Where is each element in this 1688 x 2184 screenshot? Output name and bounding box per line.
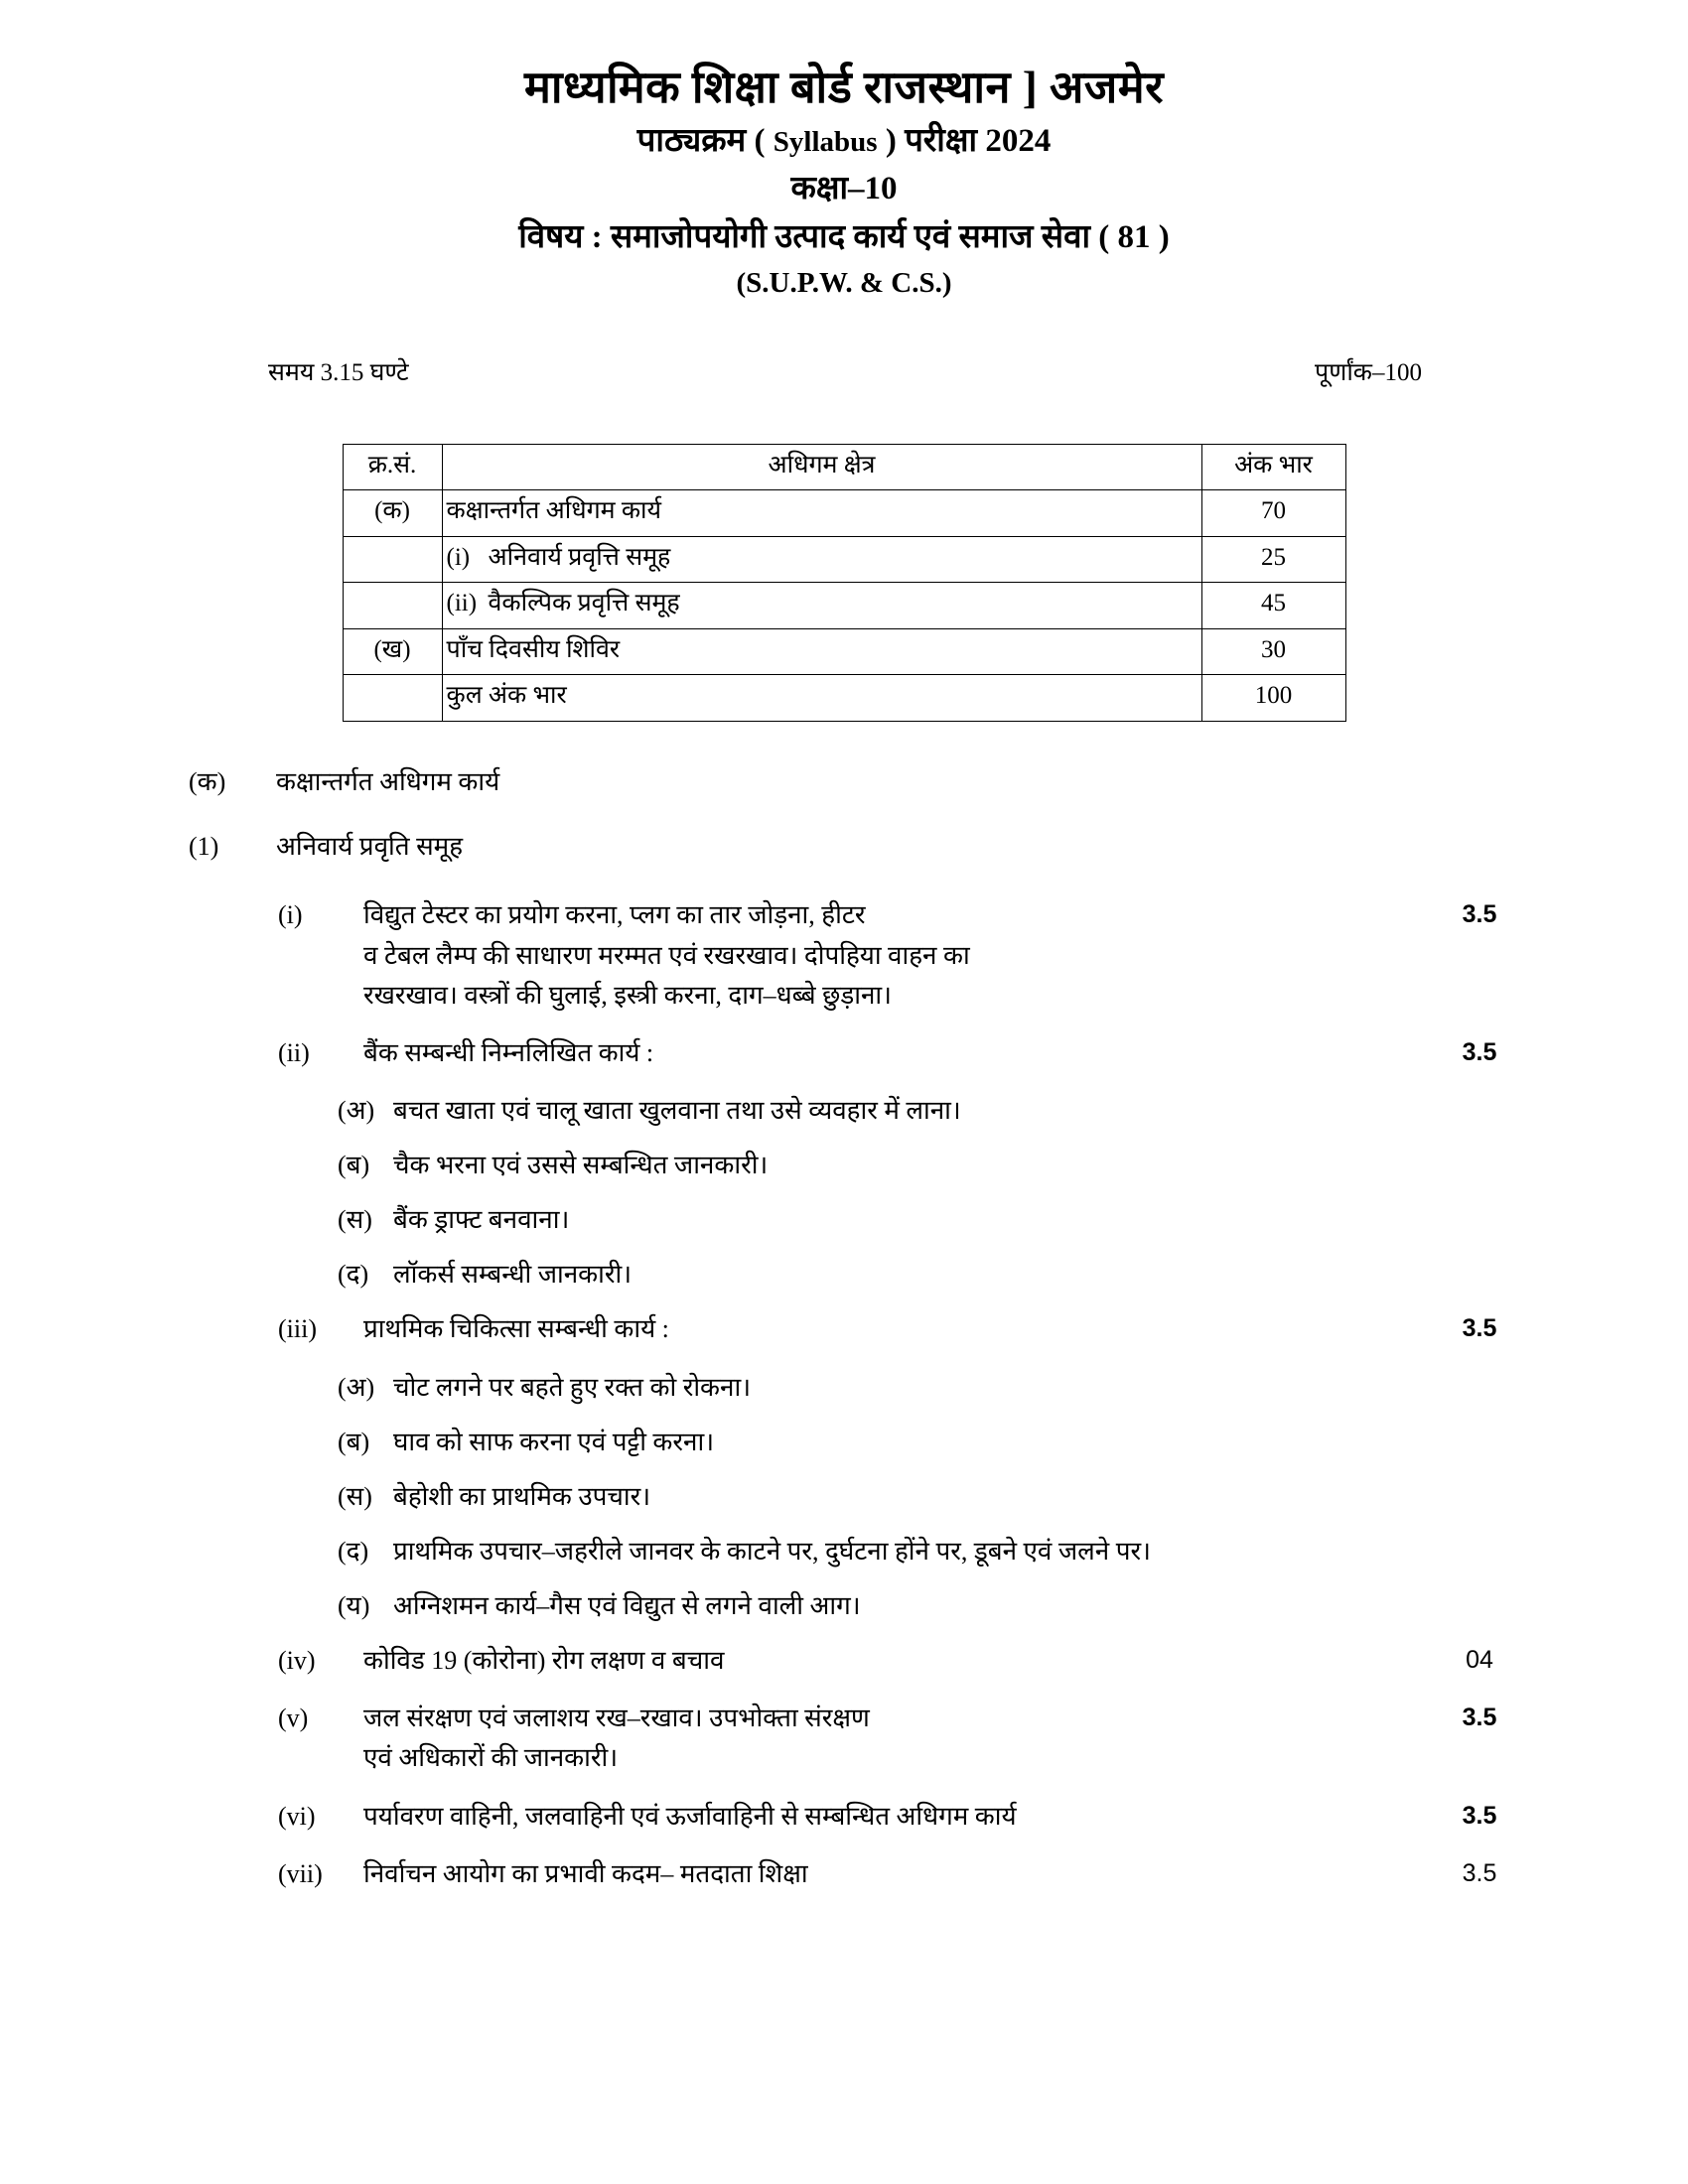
item-text <box>363 1699 1420 1779</box>
table-row <box>343 583 1345 629</box>
item-mark-value: 3.5 <box>1462 1038 1497 1067</box>
cell-area-roman: (ii) <box>446 590 478 617</box>
subitem-label: (अ) <box>338 1372 375 1402</box>
item-text-line: एवं अधिकारों की जानकारी। <box>363 1743 619 1773</box>
syllabus-item <box>0 1797 1688 1837</box>
board-title: माध्यमिक शिक्षा बोर्ड राजस्थान ] अजमेर <box>523 63 1165 112</box>
syllabus-item-row <box>0 1033 1688 1073</box>
syllabus-subitem <box>0 1586 1688 1625</box>
table-row <box>343 490 1345 537</box>
cell-area: कुल अंक भार <box>442 675 1201 722</box>
syllabus-item-row <box>0 895 1688 1016</box>
item-roman-label: (v) <box>278 1704 309 1733</box>
syllabus-item <box>0 1309 1688 1624</box>
item-roman-label: (vii) <box>278 1858 323 1888</box>
item-roman-label: (iv) <box>278 1645 316 1675</box>
subitem-label: (स) <box>338 1481 372 1511</box>
marks-table-wrapper <box>0 444 1688 722</box>
syllabus-subitem <box>0 1532 1688 1570</box>
table-header-row <box>343 444 1345 490</box>
item-mark-value: 3.5 <box>1462 1704 1497 1732</box>
item-mark-value: 04 <box>1466 1645 1493 1674</box>
marks-table-body <box>343 490 1345 722</box>
subitem-label: (द) <box>338 1260 369 1290</box>
syllabus-item <box>0 1641 1688 1681</box>
subitem-text: चोट लगने पर बहते हुए रक्त को रोकना। <box>393 1372 752 1402</box>
cell-serial: (ख) <box>343 628 442 675</box>
section-label-1: (1) <box>189 832 219 862</box>
section-heading-ka <box>0 765 1688 799</box>
syllabus-subitem <box>0 1255 1688 1294</box>
subitem-label: (स) <box>338 1205 372 1235</box>
item-text-line: विद्युत टेस्टर का प्रयोग करना, प्लग का तार जोड़ना, हीटर <box>363 900 866 930</box>
subitem-text: चैक भरना एवं उससे सम्बन्धित जानकारी। <box>393 1151 769 1180</box>
subject-abbreviation: (S.U.P.W. & C.S.) <box>736 266 952 299</box>
subitem-text: अग्निशमन कार्य–गैस एवं विद्युत से लगने वाली आग। <box>393 1590 861 1620</box>
syllabus-item <box>0 1699 1688 1779</box>
item-text-line: प्राथमिक चिकित्सा सम्बन्धी कार्य : <box>363 1314 669 1344</box>
cell-serial <box>343 583 442 629</box>
marks-distribution-table <box>343 444 1346 722</box>
cell-area-roman: (i) <box>446 543 471 571</box>
subitem-label: (द) <box>338 1536 369 1566</box>
item-text-line: व टेबल लैम्प की साधारण मरम्मत एवं रखरखाव। दोपहिया वाहन का <box>363 940 970 970</box>
item-roman-label: (ii) <box>278 1038 310 1068</box>
syllabus-subitem <box>0 1368 1688 1407</box>
syllabus-item <box>0 1854 1688 1894</box>
item-roman-label: (vi) <box>278 1801 316 1831</box>
syllabus-latin-word: Syllabus <box>773 126 878 159</box>
syllabus-item-row <box>0 1309 1688 1349</box>
subitem-label: (अ) <box>338 1096 375 1126</box>
cell-weight: 45 <box>1201 583 1345 629</box>
syllabus-item-row <box>0 1641 1688 1681</box>
syllabus-subitem <box>0 1200 1688 1239</box>
class-line: कक्षा–10 <box>790 170 898 206</box>
subitem-label: (ब) <box>338 1151 370 1180</box>
subitem-text: लॉकर्स सम्बन्धी जानकारी। <box>393 1260 633 1290</box>
cell-serial <box>343 536 442 583</box>
table-row <box>343 628 1345 675</box>
section-headings <box>0 765 1688 865</box>
item-text <box>363 1033 1420 1073</box>
item-text <box>363 1797 1420 1837</box>
syllabus-item <box>0 895 1688 1016</box>
cell-area: पॉंच दिवसीय शिविर <box>442 628 1201 675</box>
syllabus-exam-line <box>0 122 1688 162</box>
document-header <box>0 0 1688 301</box>
item-text-line: बैंक सम्बन्धी निम्नलिखित कार्य : <box>363 1038 654 1068</box>
subitem-text: बचत खाता एवं चालू खाता खुलवाना तथा उसे व्यवहार में लाना। <box>393 1096 961 1126</box>
subitem-text: घाव को साफ करना एवं पट्टी करना। <box>393 1427 715 1456</box>
subitem-text: प्राथमिक उपचार–जहरीले जानवर के काटने पर, दुर्घटना होंने पर, डूबने एवं जलने पर। <box>393 1536 1151 1566</box>
cell-weight: 30 <box>1201 628 1345 675</box>
table-row <box>343 536 1345 583</box>
cell-weight: 100 <box>1201 675 1345 722</box>
cell-serial <box>343 675 442 722</box>
syllabus-subitem <box>0 1423 1688 1461</box>
subitem-label: (ब) <box>338 1427 370 1456</box>
item-roman-label: (i) <box>278 900 303 930</box>
syllabus-item <box>0 1033 1688 1294</box>
column-header-serial: क्र.सं. <box>343 444 442 490</box>
syllabus-suffix: ) परीक्षा 2024 <box>877 123 1052 160</box>
syllabus-subitem <box>0 1477 1688 1516</box>
exam-meta-row <box>0 358 1688 388</box>
item-text-line: रखरखाव। वस्त्रों की घुलाई, इस्त्री करना, दाग–धब्बे छुड़ाना। <box>363 980 892 1010</box>
exam-total-marks: पूर्णांक–100 <box>1315 358 1422 386</box>
cell-area: कक्षान्तर्गत अधिगम कार्य <box>442 490 1201 537</box>
syllabus-prefix: पाठ्यक्रम ( <box>636 123 774 160</box>
cell-area: (ii) वैकल्पिक प्रवृत्ति समूह <box>442 583 1201 629</box>
syllabus-item-list <box>0 895 1688 1894</box>
cell-weight: 70 <box>1201 490 1345 537</box>
cell-weight: 25 <box>1201 536 1345 583</box>
subitem-text: बैंक ड्राफ्ट बनवाना। <box>393 1205 570 1235</box>
item-mark-value: 3.5 <box>1462 1858 1497 1887</box>
item-text <box>363 1641 1420 1681</box>
cell-serial: (क) <box>343 490 442 537</box>
item-text-line: पर्यावरण वाहिनी, जलवाहिनी एवं ऊर्जावाहिनी से सम्बन्धित अधिगम कार्य <box>363 1801 1017 1831</box>
exam-duration: समय 3.15 घण्टे <box>268 358 409 386</box>
section-title-1: अनिवार्य प्रवृति समूह <box>276 832 464 862</box>
subitem-label: (य) <box>338 1590 370 1620</box>
syllabus-item-row <box>0 1699 1688 1779</box>
subject-line: विषय : समाजोपयोगी उत्पाद कार्य एवं समाज सेवा ( 81 ) <box>518 219 1170 256</box>
subitem-text: बेहोशी का प्राथमिक उपचार। <box>393 1481 651 1511</box>
item-text-line: निर्वाचन आयोग का प्रभावी कदम– मतदाता शिक्षा <box>363 1858 808 1888</box>
syllabus-subitem <box>0 1091 1688 1130</box>
section-title-ka: कक्षान्तर्गत अधिगम कार्य <box>276 766 500 796</box>
item-text-line: कोविड 19 (कोरोना) रोग लक्षण व बचाव <box>363 1645 725 1675</box>
syllabus-item-row <box>0 1797 1688 1837</box>
section-heading-1 <box>0 830 1688 864</box>
column-header-area: अधिगम क्षेत्र <box>442 444 1201 490</box>
item-mark-value: 3.5 <box>1462 1314 1497 1343</box>
item-text <box>363 1854 1420 1894</box>
item-roman-label: (iii) <box>278 1314 317 1344</box>
table-row <box>343 675 1345 722</box>
item-text-line: जल संरक्षण एवं जलाशय रख–रखाव। उपभोक्ता संरक्षण <box>363 1704 870 1733</box>
item-mark-value: 3.5 <box>1462 1801 1497 1830</box>
item-text <box>363 1309 1420 1349</box>
section-label-ka: (क) <box>189 766 226 796</box>
item-mark-value: 3.5 <box>1462 900 1497 929</box>
column-header-weight: अंक भार <box>1201 444 1345 490</box>
syllabus-subitem <box>0 1146 1688 1184</box>
item-text <box>363 895 1420 1016</box>
syllabus-item-row <box>0 1854 1688 1894</box>
cell-area: (i) अनिवार्य प्रवृत्ति समूह <box>442 536 1201 583</box>
